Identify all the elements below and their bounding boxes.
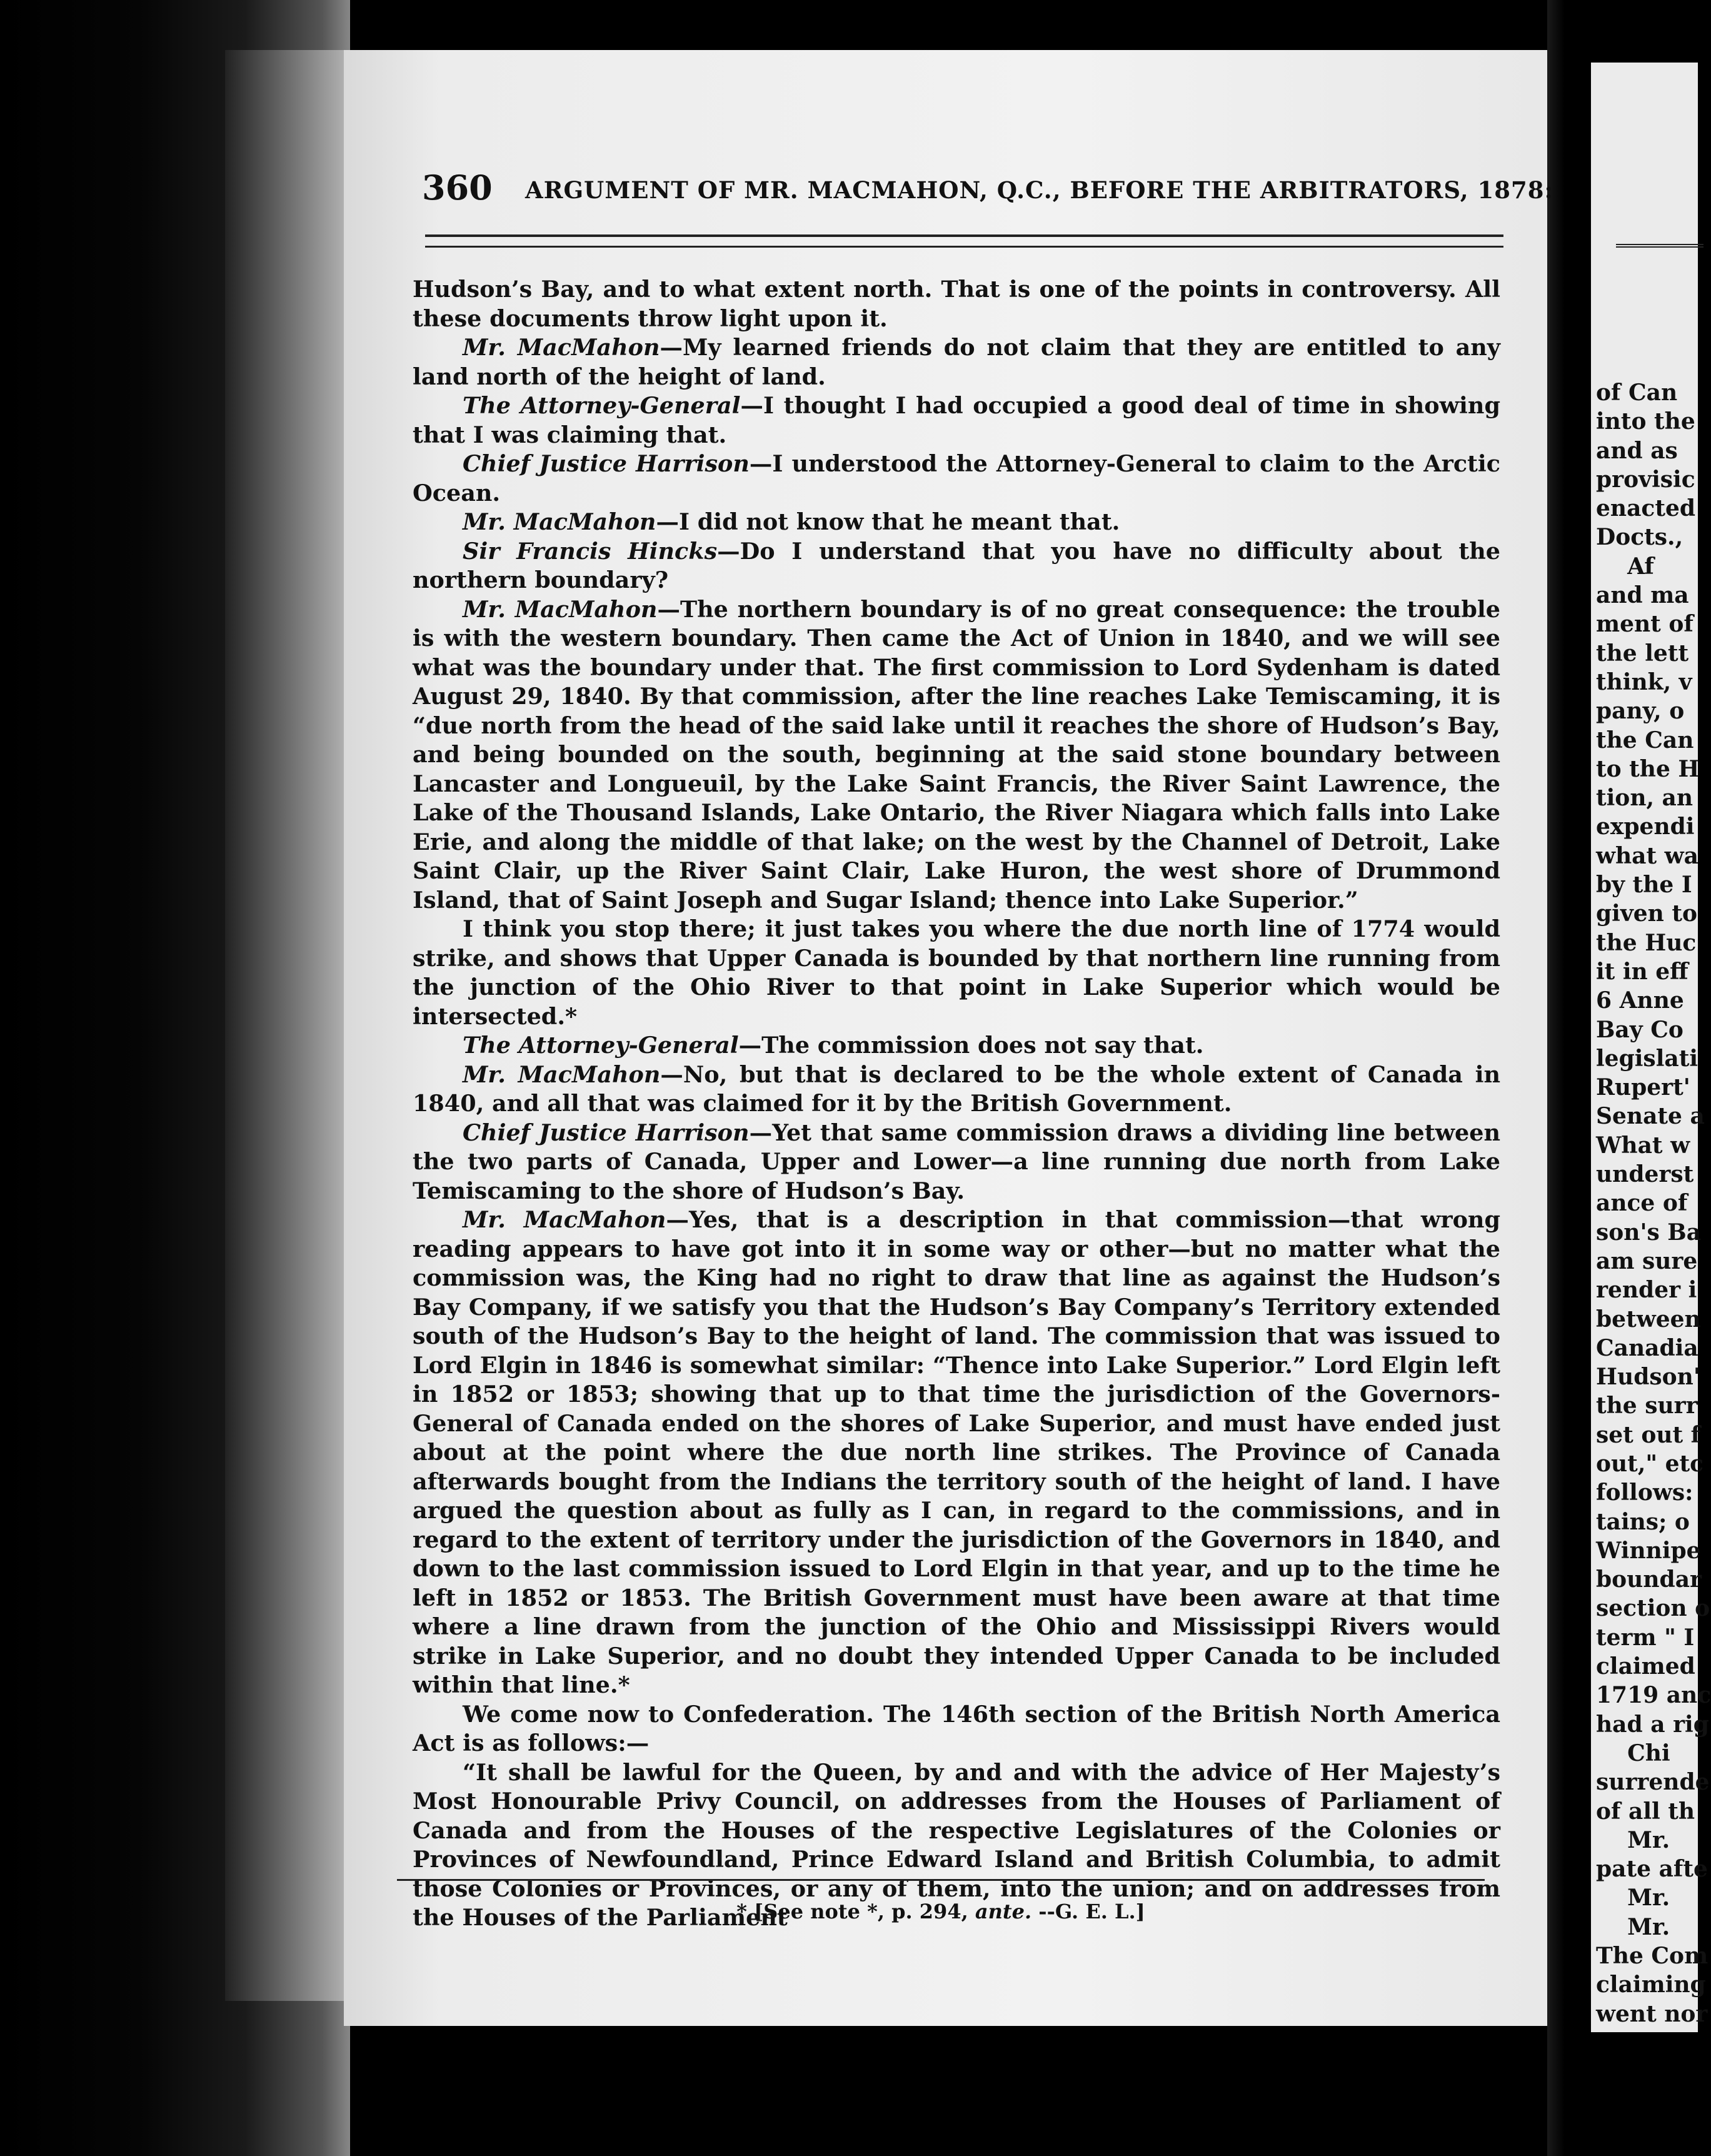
adjacent-page-line: render i [1596,1277,1697,1304]
paragraph-text: —Yet that same commission draws a dividing line between the two parts of Canada, Upper and Lower—a line running due north from Lake Temiscaming to the shore of Hudson’s Bay. [413,1119,1501,1204]
running-title: ARGUMENT OF MR. MACMAHON, Q.C., BEFORE THE ARBITRATORS, 1878: [525,176,1554,204]
paragraph [413,1206,1500,1700]
paragraph [413,450,1500,508]
paragraph [413,508,1500,537]
adjacent-page-line: and as [1596,437,1678,464]
footnote-prefix: * [See note *, p. 294, [736,1900,975,1923]
paragraph-text: —No, but that is declared to be the whole extent of Canada in 1840, and all that was claimed for it by the British Government. [413,1060,1500,1117]
speaker-name: Mr. MacMahon [463,1206,666,1233]
paragraph [413,275,1500,333]
paragraph-text: —The northern boundary is of no great consequence: the trouble is with the western boundary. Then came the Act of Union in 1840, and we will see what was the boundary under that. The first commission to Lord Sydenham is dated August 29, 1840. By that commission, after the line reaches Lake Temiscaming, it is “due north from the head of the said lake until it reaches the shore of Hudson’s Bay, and being bounded on the south, beginning at the said stone boundary between Lancaster and Longueuil, by the Lake Saint Francis, the River Saint Lawrence, the Lake of the Thousand Islands, Lake Ontario, the River Niagara which falls into Lake Erie, and along the middle of that lake; on the west by the Channel of Detroit, Lake Saint Clair, up the River Saint Clair, Lake Huron, the west shore of Drummond Island, that of Saint Joseph and Sugar Island; thence into Lake Superior.” [413,595,1500,914]
adjacent-page-line: by the I [1596,872,1692,899]
adjacent-page-line: think, v [1596,668,1692,695]
adjacent-page-line: Hudson' [1596,1364,1700,1391]
adjacent-page-text [1596,378,1711,2028]
adjacent-page-line: ment of [1596,611,1693,638]
adjacent-page-line: ance of [1596,1190,1688,1217]
footnote-rule [397,1879,1485,1881]
paragraph [413,333,1500,391]
paragraph-text: —My learned friends do not claim that they are entitled to any land north of the height of land. [413,334,1501,390]
adjacent-page-line: what wa [1596,842,1698,869]
footnote-ante: ante. [975,1900,1032,1923]
paragraph-text: —The commission does not say that. [738,1032,1204,1059]
adjacent-page-line: am sure [1596,1247,1698,1274]
speaker-name: Chief Justice Harrison [463,450,750,477]
adjacent-page-line: claiming [1596,1972,1706,1998]
speaker-name: Chief Justice Harrison [463,1119,750,1146]
paragraph [413,915,1500,1031]
page-body-text [413,275,1500,1933]
adjacent-page-line: given to [1596,900,1698,927]
adjacent-page-line: pany, o [1596,698,1685,725]
paragraph-text: We come now to Confederation. The 146th section of the British North America Act is as follows:— [413,1700,1500,1756]
adjacent-page-line: section o [1596,1595,1710,1622]
adjacent-page-line: legislati [1596,1045,1698,1072]
adjacent-page-line: Docts., [1596,524,1683,551]
adjacent-page-line: out," etc [1596,1450,1704,1477]
paragraph [413,595,1500,915]
adjacent-page-line: of Can [1596,380,1678,406]
paragraph-text: Hudson’s Bay, and to what extent north. That is one of the points in controversy. All these documents throw light upon it. [413,276,1500,332]
adjacent-page-line: underst [1596,1161,1694,1188]
adjacent-page-line: Chi [1596,1740,1670,1766]
adjacent-page-header-rule [1616,244,1703,248]
adjacent-page-line: had a rig [1596,1711,1709,1738]
adjacent-page-line: 6 Anne [1596,987,1684,1014]
adjacent-page-line: between [1596,1306,1701,1332]
speaker-name: Mr. MacMahon [463,595,658,623]
paragraph [413,391,1500,450]
paragraph [413,537,1500,595]
adjacent-page-line: Mr. [1596,1826,1670,1853]
adjacent-page-line: pate afte [1596,1856,1708,1883]
adjacent-page-line: boundar [1596,1566,1702,1593]
adjacent-page-line: provisic [1596,466,1695,493]
page-header [422,168,1554,211]
adjacent-page-line: to the H [1596,755,1700,782]
paragraph [413,1060,1500,1119]
speaker-name: The Attorney-General [463,392,741,419]
adjacent-page-line: tion, an [1596,785,1693,812]
footnote [397,1900,1485,1923]
footnote-suffix: --G. E. L.] [1031,1900,1145,1923]
adjacent-page-line: Af [1596,553,1654,580]
adjacent-page-line: 1719 anc [1596,1682,1711,1709]
adjacent-page-line: and ma [1596,582,1689,609]
adjacent-page-line: the surr [1596,1393,1698,1419]
paragraph-text: —I did not know that he meant that. [656,508,1120,535]
adjacent-page-line: Rupert' [1596,1074,1690,1101]
adjacent-page-line: Senate a [1596,1103,1705,1130]
adjacent-page-line: claimed [1596,1653,1695,1680]
speaker-name: Mr. MacMahon [463,334,660,361]
adjacent-page-line: the lett [1596,640,1689,667]
paragraph-text: I think you stop there; it just takes you where the due north line of 1774 would strike, and shows that Upper Canada is bounded by that northern line running from the junction of the Ohio River to that point in Lake Superior which would be intersected.* [413,915,1500,1030]
adjacent-page-line: Mr. [1596,1885,1670,1912]
page-number: 360 [422,168,493,208]
header-double-rule [425,234,1503,248]
page-gap-shadow [1547,0,1591,2156]
adjacent-page-line: went nor [1596,2000,1708,2027]
adjacent-page-line: tains; o [1596,1508,1690,1535]
adjacent-page-line: into the [1596,408,1695,435]
adjacent-page-line: the Huc [1596,929,1697,956]
paragraph-text: —I thought I had occupied a good deal of time in showing that I was claiming that. [413,392,1500,448]
adjacent-page-line: set out f [1596,1421,1701,1448]
adjacent-page-line: surrende [1596,1769,1710,1796]
adjacent-page-line: What w [1596,1132,1690,1159]
adjacent-page-line: son's Ba [1596,1219,1702,1246]
adjacent-page-line: Mr. [1596,1913,1670,1940]
speaker-name: Mr. MacMahon [463,508,656,535]
paragraph-text: “It shall be lawful for the Queen, by and and with the advice of Her Majesty’s Most Honourable Privy Council, on addresses from the Houses of Parliament of Canada and from the Houses of the respective Legislatures of the Colonies or Provinces of Newfoundland, Prince Edward Island and British Columbia, to admit those Colonies or Provinces, or any of them, into the union; and on addresses from the Houses of the Parliament [413,1758,1500,1931]
paragraph [413,1119,1500,1206]
adjacent-page-line: enacted [1596,495,1696,522]
adjacent-page-line: expendi [1596,814,1695,840]
adjacent-page [1591,63,1711,2032]
adjacent-page-line: Winnipe [1596,1537,1701,1564]
adjacent-page-line: the Can [1596,727,1694,753]
paragraph [413,1031,1500,1060]
adjacent-page-line: Bay Co [1596,1016,1683,1043]
adjacent-page-line: The Com [1596,1943,1708,1970]
paragraph-text: —Yes, that is a description in that commission—that wrong reading appears to have got into it in some way or other—but no matter what the commission was, the King had no right to draw that line as against the Hudson’s Bay Company, if we satisfy you that the Hudson’s Bay Company’s Territory extended south of the Hudson’s Bay to the height of land. The commission that was issued to Lord Elgin in 1846 is somewhat similar: “Thence into Lake Superior.” Lord Elgin left in 1852 or 1853; showing that up to that time the jurisdiction of the Governors-General of Canada ended on the shores of Lake Superior, and must have ended just about at the point where the due north line strikes. The Province of Canada afterwards bought from the Indians the territory south of the height of land. I have argued the question about as fully as I can, in regard to the commissions, and in regard to the extent of territory under the jurisdiction of the Governors in 1840, and down to the last commission issued to Lord Elgin in that year, and up to the time he left in 1852 or 1853. The British Government must have been aware at that time where a line drawn from the junction of the Ohio and Mississippi Rivers would strike in Lake Superior, and no doubt they intended Upper Canada to be included within that line.* [413,1206,1500,1698]
speaker-name: Sir Francis Hincks [463,537,718,565]
paragraph [413,1700,1500,1758]
adjacent-page-line: of all th [1596,1798,1695,1825]
adjacent-page-line: Canadia [1596,1334,1698,1361]
adjacent-page-line: term " I [1596,1624,1695,1651]
speaker-name: The Attorney-General [463,1032,739,1059]
paragraph-text: —I understood the Attorney-General to claim to the Arctic Ocean. [413,450,1500,506]
adjacent-page-line: it in eff [1596,958,1688,985]
paragraph-text: —Do I understand that you have no difficulty about the northern boundary? [413,537,1501,593]
speaker-name: Mr. MacMahon [463,1060,661,1088]
adjacent-page-line: follows: [1596,1479,1693,1506]
